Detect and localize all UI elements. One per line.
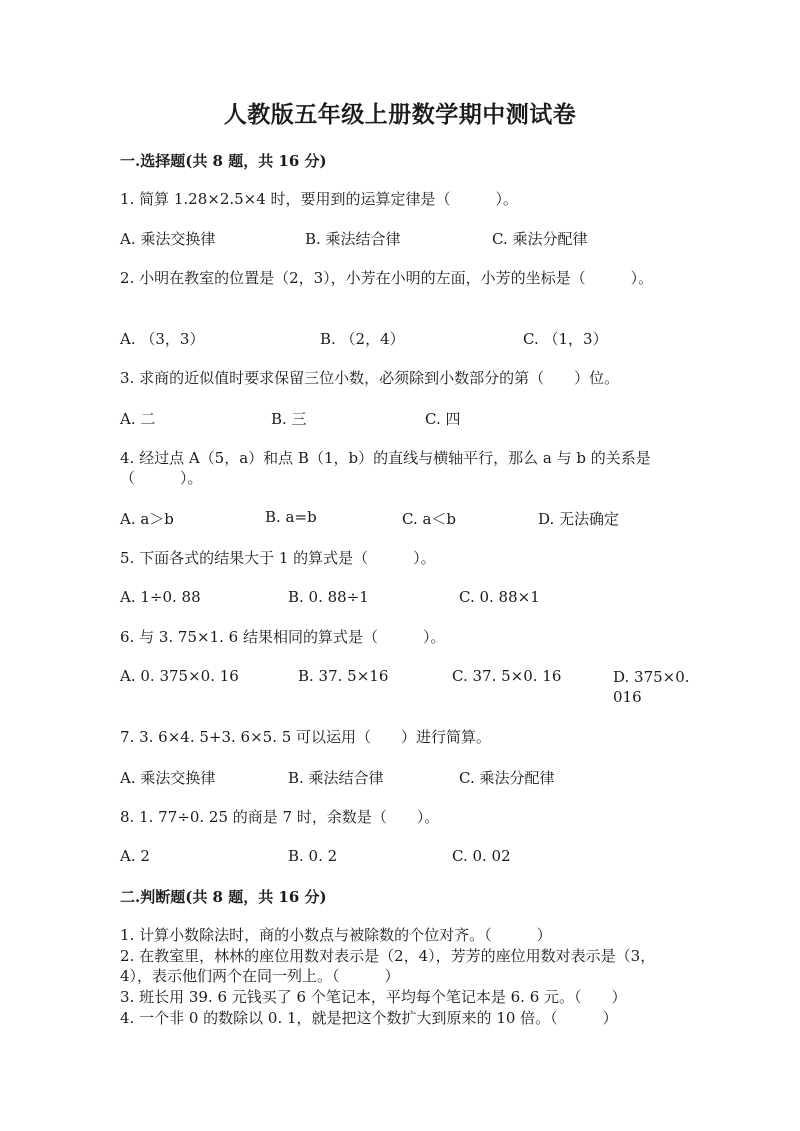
option-c: C. 乘法分配律 [459,769,555,787]
options-q6 [120,667,700,711]
options-q2 [120,328,700,350]
option-c: C. 37. 5×0. 16 [452,667,562,685]
option-c: C. a＜b [402,510,457,528]
options-q5 [120,588,700,610]
option-a: A. 乘法交换律 [120,230,216,248]
judge-question-2: 2. 在教室里，林林的座位用数对表示是（2，4），芳芳的座位用数对表示是（3，4），表示他们两个在同一列上。（ ） [120,947,656,985]
option-b: B. 乘法结合律 [305,230,401,248]
options-q3 [120,408,700,430]
judge-question-4: 4. 一个非 0 的数除以 0. 1，就是把这个数扩大到原来的 10 倍。（ ） [120,1009,618,1027]
question-5: 5. 下面各式的结果大于 1 的算式是（ ）。 [120,549,436,567]
option-a: A. 乘法交换律 [120,769,216,787]
option-d: D. 375×0. 016 [613,668,690,706]
question-2: 2. 小明在教室的位置是（2，3），小芳在小明的左面，小芳的坐标是（ ）。 [120,269,654,287]
question-1: 1. 简算 1.28×2.5×4 时，要用到的运算定律是（ ）。 [120,190,519,208]
option-a: A. 二 [120,410,156,428]
options-q4 [120,508,700,530]
judge-question-3: 3. 班长用 39. 6 元钱买了 6 个笔记本，平均每个笔记本是 6. 6 元。（ ） [120,988,627,1006]
options-q8 [120,847,700,869]
option-b: B. 0. 88÷1 [288,588,369,606]
option-b: B. 37. 5×16 [298,667,389,685]
option-b: B. 三 [271,410,307,428]
options-q7 [120,767,700,789]
option-c: C. 乘法分配律 [492,230,588,248]
option-c: C. 0. 02 [452,847,511,865]
option-b: B. 0. 2 [288,847,338,865]
question-4: 4. 经过点 A（5，a）和点 B（1，b）的直线与横轴平行，那么 a 与 b 的关系是（ ）。 [120,449,651,487]
option-c: C. 四 [425,410,461,428]
option-c: C. （1，3） [523,330,608,348]
question-7: 7. 3. 6×4. 5+3. 6×5. 5 可以运用（ ）进行简算。 [120,728,492,746]
option-b: B. 乘法结合律 [288,769,384,787]
section-heading-judge: 二.判断题(共 8 题，共 16 分) [120,888,327,906]
judge-question-1: 1. 计算小数除法时，商的小数点与被除数的个位对齐。（ ） [120,926,552,944]
option-a: A. 1÷0. 88 [120,588,201,606]
option-b: B. （2，4） [320,330,405,348]
option-a: A. 2 [120,847,150,865]
section-heading-choice: 一.选择题(共 8 题，共 16 分) [120,152,327,170]
option-c: C. 0. 88×1 [459,588,540,606]
options-q1 [120,228,700,250]
question-8: 8. 1. 77÷0. 25 的商是 7 时，余数是（ ）。 [120,808,440,826]
page-title: 人教版五年级上册数学期中测试卷 [223,101,577,128]
option-a: A. a＞b [120,510,174,528]
option-d: D. 无法确定 [538,510,620,528]
option-b: B. a=b [265,508,317,526]
question-3: 3. 求商的近似值时要求保留三位小数，必须除到小数部分的第（ ）位。 [120,369,620,387]
question-6: 6. 与 3. 75×1. 6 结果相同的算式是（ ）。 [120,628,446,646]
option-a: A. 0. 375×0. 16 [120,667,239,685]
option-a: A. （3，3） [120,330,205,348]
